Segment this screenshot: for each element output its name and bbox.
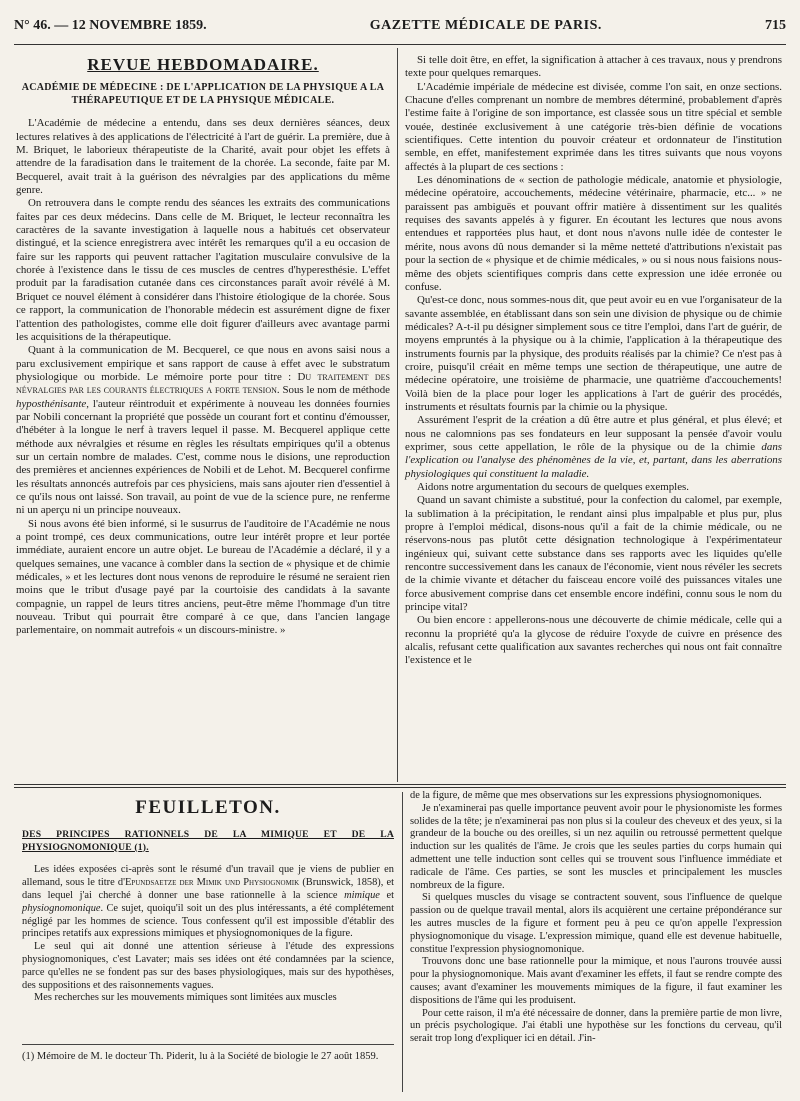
header-rule — [14, 44, 786, 45]
revue-paragraph: Si nous avons été bien informé, si le susurrus de l'auditoire de l'Académie ne nous a point trompé, ces deux communications, outre leur intérêt propre et leur portée immédiate, auraient encore un autre objet. Le bureau de l'Académie a déclaré, il y a quelques semaines, une vacance à combler dans la section de « physique et de chimie médicales, » et les lectures dont nous venons de reproduire le résumé ne seraient rien moins que le tribut d'usage payé par la courtoisie des candidats à la savante compagnie, un rappel de leurs titres anciens, peut-être même l'hommage d'un titre nouveau. Tribut qui pourrait être comparé à ce que, dans l'ancien langage parlementaire, on nommait autrefois « un discours-ministre. » — [16, 517, 390, 637]
feuilleton-paragraph: Je n'examinerai pas quelle importance peuvent avoir pour le physionomiste les formes solides de la tête; je n'examinerai pas non plus si la couleur des cheveux et des yeux, si la grandeur de la bouche ou des oreilles, si un nez aquilin ou retroussé permettent quelque induction sur les qualités de l'âme. Je crois que les seules parties du corps humain qui admettent une telle induction sont celles qui se trouvent sous l'influence immédiate et radicale de l'âme. Ces parties, se sont les muscles et principalement les muscles nombreux de la figure. — [410, 802, 782, 891]
feuilleton-paragraph: Si quelques muscles du visage se contractent souvent, sous l'influence de quelque passion ou de quelque travail mental, alors ils acquièrent une certaine prépondérance sur les autres muscles de la figure et forment peu à peu ce qu'on appelle l'expression physiognomonique du visage. L'expression mimique, quand elle est devenue habituelle, constitue l'expression physiognomonique. — [410, 892, 782, 955]
article-paragraph: Aidons notre argumentation du secours de quelques exemples. — [417, 481, 689, 493]
feuilleton-paragraph: de la figure, de même que mes observations sur les expressions physiognomoniques. — [410, 790, 762, 801]
page-number: 715 — [764, 18, 786, 33]
revue-paragraph: On retrouvera dans le compte rendu des séances les extraits des communications faites par ces deux médecins. Dans celle de M. Briquet, le lecteur reconnaîtra les caractères de la savante investigation à laquelle nous a habitués cet observateur distingué, et la science enregistrera avec intérêt les remarques qu'il a eu occasion de faire sur les rapports qui peuvent rattacher l'agitation musculaire convulsive de la chorée à l'existence dans le tissu de ces muscles de centres d'hyperesthésie. L'effet produit par la faradisation cutanée dans ces circonstances paraît avoir révélé à M. Briquet ce nouvel élément à considérer dans l'histoire étiologique de la chorée. Sous ce rapport, la communication de l'honorable médecin est assurément digne de fixer l'attention des pathologistes, comme elle doit figurer d'ailleurs avec avantage parmi les acquisitions de la thérapeutique. — [16, 197, 390, 343]
feuilleton-paragraph: Mes recherches sur les mouvements mimiques sont limitées aux muscles — [34, 992, 337, 1004]
feuilleton-subtitle: DES PRINCIPES RATIONNELS DE LA MIMIQUE ET DE LA PHYSIOGNOMONIQUE (1). — [22, 828, 394, 853]
journal-title: GAZETTE MÉDICALE DE PARIS. — [369, 18, 602, 33]
feuilleton-paragraph: Le seul qui ait donné une attention sérieuse à l'étude des expressions physiognomoniques, c'est Lavater; mais ses idées ont été condamnées par la science, parce qu'elles ne se fondent pas sur des bases physiologiques, mais sur des hypothèses, des suppositions et des raisonnements vagues. — [22, 941, 394, 991]
feuilleton-column — [22, 797, 394, 1005]
revue-column — [16, 52, 390, 638]
issue-date: N° 46. — 12 NOVEMBRE 1859. — [14, 18, 207, 33]
feuilleton-right-column — [410, 790, 782, 1046]
article-paragraph: Les dénominations de « section de pathologie médicale, anatomie et physiologie, médecine opératoire, accouchements, médecine vétérinaire, pharmacie, etc... » ne paraissent pas ambiguës et pouvant offrir matière à dissentiment sur les qualités requises des savants appelés à y figurer. En écoutant les lectures que nous avons entendues et rapportées plus haut, et dont nous n'avons nulle idée de contester le mérite, nous avons dû nous demander si la même netteté d'attributions n'existait pas pour la section de « physique et de chimie médicales, » ou si nous nous faisions nous-même des objets scientifiques compris dans cette expression une idée erronée ou confuse. — [405, 174, 782, 293]
article-paragraph: Si telle doit être, en effet, la signification à attacher à ces travaux, nous y prendrons texte pour quelques remarques. — [405, 54, 782, 80]
article-paragraph: Quand un savant chimiste a substitué, pour la confection du calomel, par exemple, la sublimation à la précipitation, le rendant ainsi plus impalpable et plus pur, plus propre à l'emploi médical, disons-nous qu'il a fait de la chimie médicale, ou ne réservons-nous pas plutôt cette désignation technologique à l'expérimentateur ingénieux qui, suivant cette substance dans ses rapports avec les liquides qu'elle rencontre successivement dans les canaux de l'économie, vient nous révéler les secrets de la chimie vivante et détacher du faisceau encore voilé des puissances vitales une force abusivement comprise dans cet ensemble encore indéfini, connu sous le nom du principe vital? — [405, 494, 782, 614]
feuilleton-title: FEUILLETON. — [135, 797, 281, 818]
article-paragraph: Ou bien encore : appellerons-nous une découverte de chimie médicale, celle qui a reconnu la propriété qu'a la glycose de réduire l'oxyde de cuivre en présence des alcalis, refusant cette qualification aux savantes recherches qui nous ont fait connaître l'existence et le — [405, 614, 782, 667]
revue-title: REVUE HEBDOMADAIRE. — [87, 55, 319, 74]
revue-paragraph: L'Académie de médecine a entendu, dans ses deux dernières séances, deux lectures relatives à des applications de l'électricité à l'art de guérir. La première, due à M. Briquet, le laborieux thérapeutiste de la Charité, avait pour objet les effets à attendre de la faradisation dans le traitement de la chorée. La seconde, faite par M. Becquerel, avait trait à la guérison des névralgies par des applications du même genre. — [16, 117, 390, 197]
feuilleton-paragraph: Pour cette raison, il m'a été nécessaire de donner, dans la première partie de mon livre, un précis psychologique. J'ai établi une hypothèse sur les fonctions du cerveau, qu'il serait trop long d'expliquer ici en détail. J'in- — [410, 1007, 782, 1045]
column-divider-upper — [397, 48, 398, 782]
article-paragraph: Assurément l'esprit de la création a dû être autre et plus général, et plus élevé; et nous ne calomnions pas ses fondateurs en leur supposant la pensée d'avoir voulu exprimer, sous cette appellation, le rôle de la physique ou de la chimie dans l'explication ou l'analyse des phénomènes de la vie, et, partant, dans les aberrations physiologiques qui constituent la maladie. — [405, 414, 782, 480]
footnote: (1) Mémoire de M. le docteur Th. Piderit, lu à la Société de biologie le 27 août 1859. — [22, 1051, 379, 1062]
right-column — [405, 54, 782, 668]
article-paragraph: Qu'est-ce donc, nous sommes-nous dit, que peut avoir eu en vue l'organisateur de la savante assemblée, en établissant dans son sein une division de physique ou de chimie médicales? A-t-il pu désigner simplement sous ce titre l'emploi, dans l'art de guérir, de moyens empruntés à la physique ou à la chimie, l'application à la thérapeutique des instruments fournis par la physique, des produits réalisés par la chimie? Ce n'est pas à croire, puisqu'il créait en même temps une section de thérapeutique, une autre de médecine opératoire, une troisième de pharmacie, une quatrième d'accouchements! Voilà bien de la place pour loger les applications à l'art de guérir des procédés, instruments et résultats fournis par la chimie ou la physique. — [405, 294, 782, 413]
footnote-rule — [22, 1044, 394, 1045]
feuilleton-paragraph: Les idées exposées ci-après sont le résumé d'un travail que je viens de publier en allemand, sous le titre d'Epundsaetze der Mimik und Physiognomik (Brunswick, 1858), et dans lequel j'ai cherché à donner une base rationnelle à la science mimique et physiognomonique. Ce sujet, quoiqu'il soit un des plus intéressants, a été complétement négligé par les hommes de science. Tous confessent qu'il est impossible d'établir des principes retatifs aux expressions mimiques et physiognomoniques de la figure. — [22, 864, 394, 940]
page-header — [14, 18, 786, 42]
article-paragraph: L'Académie impériale de médecine est divisée, comme l'on sait, en onze sections. Chacune d'elles comprenant un nombre de membres déterminé, probablement d'après l'estime faite à l'origine de son importance, est classée sous un titre spécial et semble vouée, destinée exclusivement à une catégorie très-bien définie de vocations scientifiques. Cette intention du pouvoir créateur et ordonnateur de l'institution semble, en effet, manifestement exprimée dans les titres suivants que nous voyons affectés à la plupart de ces sections : — [405, 80, 782, 173]
revue-paragraph: Quant à la communication de M. Becquerel, ce que nous en avons saisi nous a paru exclusivement empirique et sans rapport de cause à effet avec le substratum physiologique ou morbide. Le mémoire porte pour titre : Du traitement des névralgies par les courants électriques a forte tension. Sous le nom de méthode hyposthénisante, l'auteur réintroduit et expérimente à nouveau les données fournies par Nobili concernant la propriété que possède un courant fort et continu d'émousser, d'hébéter à la longue le nerf à travers lequel il passe. M. Becquerel applique cette méthode aux névralgies et résume en règles les résultats empiriques qu'il a obtenus sur un certain nombre de malades. C'est, comme nous le disions, une reproduction des premières et anciennes expériences de Nobili et de Lehot. M. Becquerel confirme les résultats annoncés autrefois par ces physiciens, mais sans ajouter rien d'essentiel à ce qu'ils nous ont laissé. Son travail, au point de vue de la science pure, ne renferme ni un aperçu ni un principe nouveaux. — [16, 344, 390, 517]
column-divider-lower — [402, 792, 403, 1092]
feuilleton-paragraph: Trouvons donc une base rationnelle pour la mimique, et nous l'aurons trouvée aussi pour la physiognomonique. Mais avant d'examiner les effets, il faut se rendre compte des causes; avant d'examiner les mouvements mimiques de la figure, il faut examiner les dispositions de l'âme qui les produisent. — [410, 956, 782, 1006]
revue-subtitle: ACADÉMIE DE MÉDECINE : DE L'APPLICATION DE LA PHYSIQUE A LA THÉRAPEUTIQUE ET DE LA PHYSIQUE MÉDICALE. — [21, 82, 385, 107]
feuilleton-separator — [14, 784, 786, 788]
